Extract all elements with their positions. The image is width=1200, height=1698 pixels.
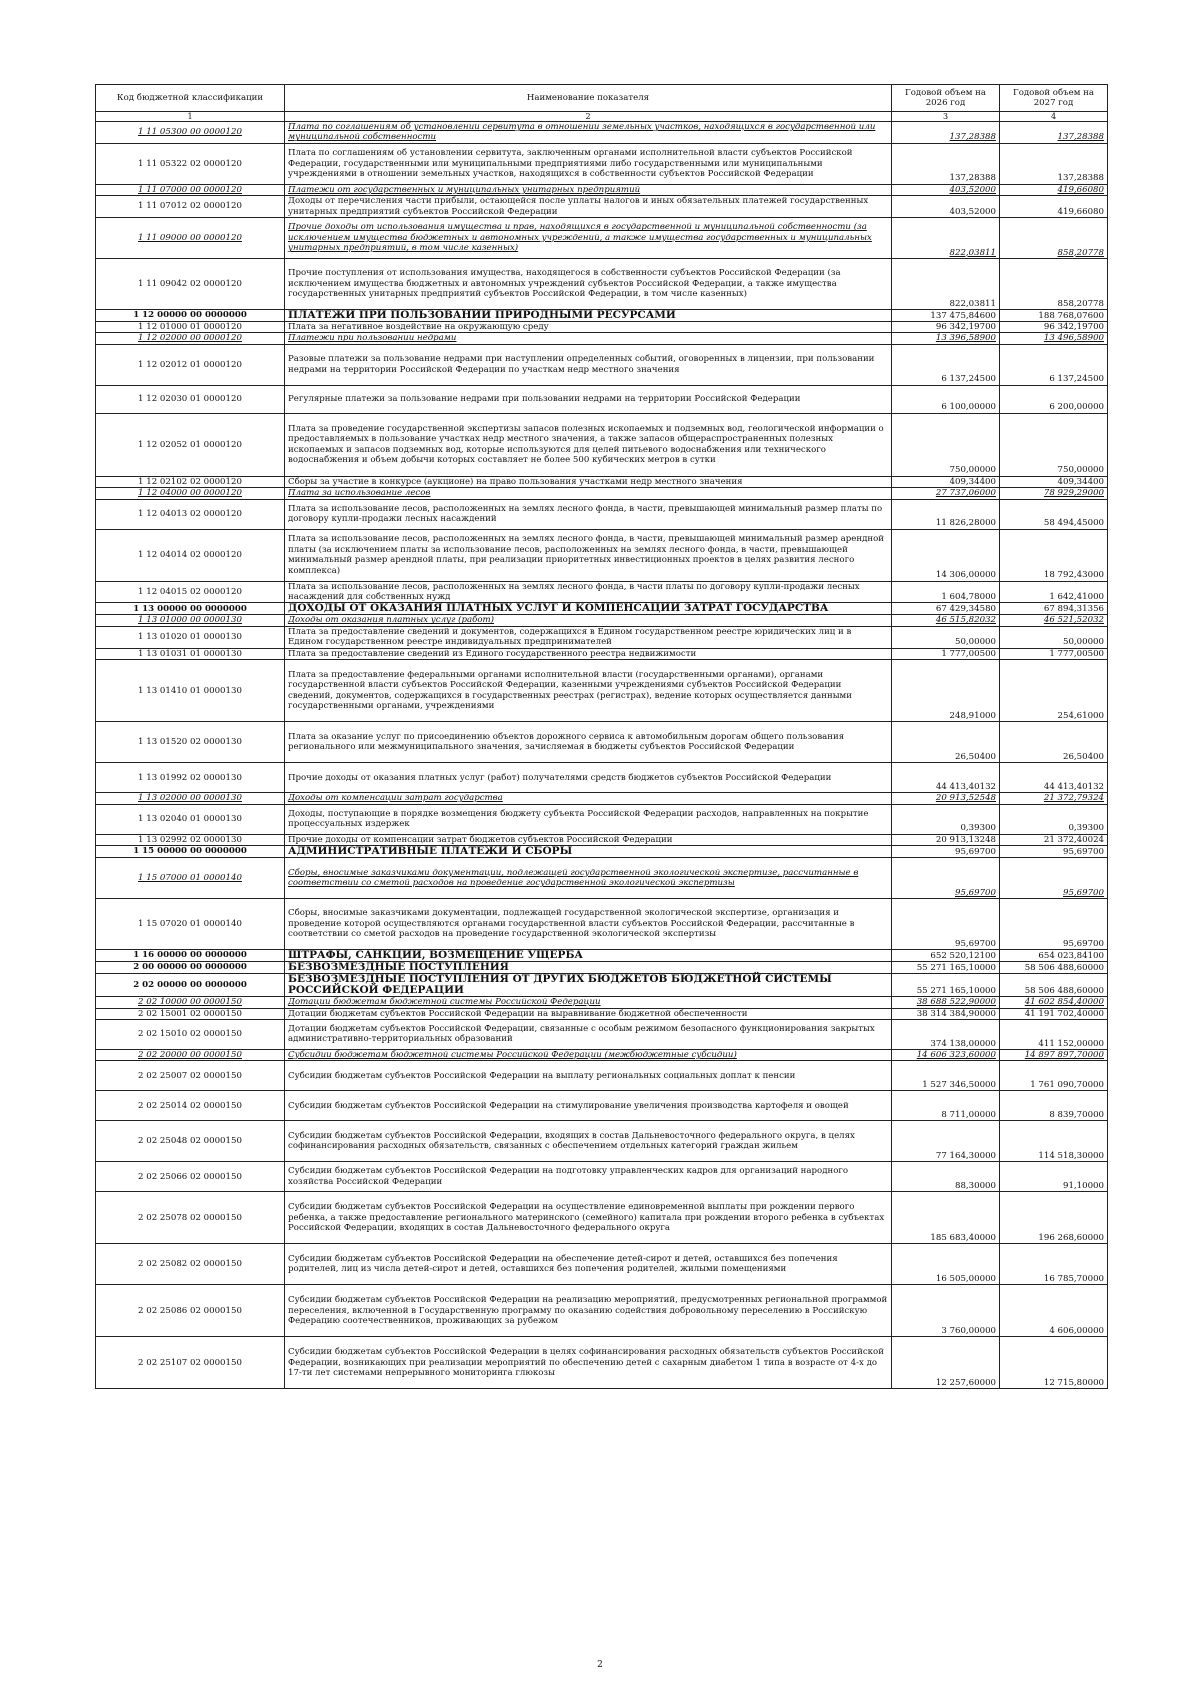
table-row (96, 974, 1108, 997)
table-row (96, 476, 1108, 487)
value-2027: 44 413,40132 (1000, 763, 1108, 793)
indicator-name: Дотации бюджетам субъектов Российской Федерации, связанные с особым режимом безопасного функционирования закрытых административно-территориальных образований (285, 1019, 892, 1049)
value-2026: 55 271 165,10000 (892, 962, 1000, 974)
budget-code: 2 02 25086 02 0000150 (96, 1285, 285, 1337)
value-2026: 137 475,84600 (892, 310, 1000, 322)
value-2027: 137,28388 (1000, 122, 1108, 144)
value-2027: 91,10000 (1000, 1162, 1108, 1192)
value-2027: 13 496,58900 (1000, 333, 1108, 344)
table-row (96, 218, 1108, 259)
value-2026: 11 826,28000 (892, 499, 1000, 529)
budget-code: 1 13 01031 01 0000130 (96, 648, 285, 659)
value-2027: 858,20778 (1000, 218, 1108, 259)
indicator-name: Плата за проведение государственной экспертизы запасов полезных ископаемых и подземных вод, геологической информации о предоставляемых в пользование участках недр местного значения, а также запасов общераспространенных полезных ископаемых и запасов подземных вод, которые используются для целей питьевого водоснабжения или технического водоснабжения и объем добычи которых составляет не более 500 кубических метров в сутки (285, 413, 892, 476)
value-2026: 20 913,52548 (892, 793, 1000, 804)
value-2027: 21 372,79324 (1000, 793, 1108, 804)
value-2026: 44 413,40132 (892, 763, 1000, 793)
budget-code: 2 02 25014 02 0000150 (96, 1091, 285, 1121)
indicator-name: Субсидии бюджетам субъектов Российской Федерации на стимулирование увеличения производства картофеля и овощей (285, 1091, 892, 1121)
value-2026: 50,00000 (892, 626, 1000, 648)
value-2027: 6 200,00000 (1000, 385, 1108, 413)
indicator-name: Доходы, поступающие в порядке возмещения бюджету субъекта Российской Федерации расходов, направленных на покрытие процессуальных издержек (285, 804, 892, 834)
table-row (96, 615, 1108, 626)
budget-code: 1 15 07020 01 0000140 (96, 899, 285, 950)
value-2026: 95,69700 (892, 899, 1000, 950)
value-2026: 26,50400 (892, 722, 1000, 763)
value-2027: 96 342,19700 (1000, 322, 1108, 333)
value-2026: 12 257,60000 (892, 1337, 1000, 1389)
value-2026: 14 606 323,60000 (892, 1049, 1000, 1060)
budget-code: 1 13 01992 02 0000130 (96, 763, 285, 793)
budget-code: 1 13 02040 01 0000130 (96, 804, 285, 834)
value-2027: 1 761 090,70000 (1000, 1061, 1108, 1091)
index-3: 3 (892, 112, 1000, 122)
table-row (96, 1121, 1108, 1162)
indicator-name: Платежи от государственных и муниципальных унитарных предприятий (285, 184, 892, 195)
value-2027: 750,00000 (1000, 413, 1108, 476)
table-row (96, 499, 1108, 529)
index-4: 4 (1000, 112, 1108, 122)
table-row (96, 196, 1108, 218)
budget-code: 1 12 02102 02 0000120 (96, 476, 285, 487)
table-row (96, 1337, 1108, 1389)
indicator-name: Плата за предоставление сведений из Единого государственного реестра недвижимости (285, 648, 892, 659)
budget-code: 1 13 01000 00 0000130 (96, 615, 285, 626)
index-2: 2 (285, 112, 892, 122)
value-2026: 16 505,00000 (892, 1244, 1000, 1285)
value-2027: 26,50400 (1000, 722, 1108, 763)
table-row (96, 858, 1108, 899)
budget-code: 2 02 20000 00 0000150 (96, 1049, 285, 1060)
value-2026: 1 777,00500 (892, 648, 1000, 659)
indicator-name: Плата за предоставление сведений и документов, содержащихся в Едином государственном реестре юридических лиц и в Едином государственном реестре индивидуальных предпринимателей (285, 626, 892, 648)
table-row (96, 1019, 1108, 1049)
budget-code: 1 12 02052 01 0000120 (96, 413, 285, 476)
indicator-name: Регулярные платежи за пользование недрами при пользовании недрами на территории Российской Федерации (285, 385, 892, 413)
table-row (96, 333, 1108, 344)
indicator-name: Плата за предоставление федеральными органами исполнительной власти (государственными органами), органами государственной власти субъектов Российской Федерации, казенными учреждениями субъектов Российской Федерации сведений, документов, содержащихся в государственных реестрах (регистрах), ведение которых осуществляется данными государственными органами, учреждениями (285, 660, 892, 722)
value-2027: 41 191 702,40000 (1000, 1008, 1108, 1019)
budget-code: 2 02 00000 00 0000000 (96, 974, 285, 997)
indicator-name: Плата по соглашениям об установлении сервитута, заключенным органами исполнительной власти субъектов Российской Федерации, государственными или муниципальными предприятиями либо государственными или муниципальными учреждениями в отношении земельных участков, находящихся в собственности субъектов Российской Федерации (285, 143, 892, 184)
value-2026: 88,30000 (892, 1162, 1000, 1192)
budget-code: 1 12 02000 00 0000120 (96, 333, 285, 344)
header-name: Наименование показателя (285, 85, 892, 112)
value-2027: 95,69700 (1000, 899, 1108, 950)
header-code: Код бюджетной классификации (96, 85, 285, 112)
value-2027: 188 768,07600 (1000, 310, 1108, 322)
budget-code: 1 13 02992 02 0000130 (96, 834, 285, 845)
value-2027: 654 023,84100 (1000, 950, 1108, 962)
value-2026: 403,52000 (892, 196, 1000, 218)
budget-code: 1 12 04015 02 0000120 (96, 581, 285, 603)
indicator-name: Дотации бюджетам бюджетной системы Российской Федерации (285, 997, 892, 1008)
table-row (96, 322, 1108, 333)
table-row (96, 660, 1108, 722)
budget-code: 2 02 25007 02 0000150 (96, 1061, 285, 1091)
value-2026: 55 271 165,10000 (892, 974, 1000, 997)
indicator-name: Субсидии бюджетам субъектов Российской Федерации на реализацию мероприятий, предусмотренных региональной программой переселения, включенной в Государственную программу по оказанию содействия добровольному переселению в Российскую Федерацию соотечественников, проживающих за рубежом (285, 1285, 892, 1337)
budget-code: 1 12 01000 01 0000120 (96, 322, 285, 333)
table-row (96, 846, 1108, 858)
table-row (96, 1192, 1108, 1244)
budget-code: 1 13 01020 01 0000130 (96, 626, 285, 648)
budget-code: 1 15 00000 00 0000000 (96, 846, 285, 858)
value-2026: 185 683,40000 (892, 1192, 1000, 1244)
value-2026: 403,52000 (892, 184, 1000, 195)
budget-code: 1 15 07000 01 0000140 (96, 858, 285, 899)
value-2027: 858,20778 (1000, 259, 1108, 310)
budget-code: 1 11 07000 00 0000120 (96, 184, 285, 195)
budget-code: 1 11 09042 02 0000120 (96, 259, 285, 310)
indicator-name: Плата за использование лесов, расположенных на землях лесного фонда, в части, превышающей минимальный размер платы по договору купли-продажи лесных насаждений (285, 499, 892, 529)
budget-code: 2 02 25082 02 0000150 (96, 1244, 285, 1285)
indicator-name: Доходы от оказания платных услуг (работ) (285, 615, 892, 626)
table-row (96, 1049, 1108, 1060)
indicator-name: Сборы за участие в конкурсе (аукционе) на право пользования участками недр местного значения (285, 476, 892, 487)
budget-code: 2 02 10000 00 0000150 (96, 997, 285, 1008)
table-row (96, 413, 1108, 476)
table-row (96, 603, 1108, 615)
budget-code: 1 13 02000 00 0000130 (96, 793, 285, 804)
indicator-name: БЕЗВОЗМЕЗДНЫЕ ПОСТУПЛЕНИЯ (285, 962, 892, 974)
indicator-name: Субсидии бюджетам субъектов Российской Федерации на осуществление единовременной выплаты при рождении первого ребенка, а также предоставление регионального материнского (семейного) капитала при рождении второго ребенка в субъектах Российской Федерации, входящих в состав Дальневосточного федерального округа (285, 1192, 892, 1244)
indicator-name: ШТРАФЫ, САНКЦИИ, ВОЗМЕЩЕНИЕ УЩЕРБА (285, 950, 892, 962)
value-2026: 27 737,06000 (892, 488, 1000, 499)
value-2027: 67 894,31356 (1000, 603, 1108, 615)
value-2027: 46 521,52032 (1000, 615, 1108, 626)
indicator-name: Плата по соглашениям об установлении сервитута в отношении земельных участков, находящихся в государственной или муниципальной собственности (285, 122, 892, 144)
table-row (96, 804, 1108, 834)
budget-code: 1 11 09000 00 0000120 (96, 218, 285, 259)
indicator-name: Субсидии бюджетам субъектов Российской Федерации в целях софинансирования расходных обязательств субъектов Российской Федерации, возникающих при реализации мероприятий по обеспечению детей с сахарным диабетом 1 типа в возрасте от 4-х до 17-ти лет системами непрерывного мониторинга глюкозы (285, 1337, 892, 1389)
table-row (96, 385, 1108, 413)
budget-code: 2 02 25066 02 0000150 (96, 1162, 285, 1192)
value-2027: 137,28388 (1000, 143, 1108, 184)
indicator-name: Доходы от перечисления части прибыли, остающейся после уплаты налогов и иных обязательных платежей государственных унитарных предприятий субъектов Российской Федерации (285, 196, 892, 218)
value-2026: 750,00000 (892, 413, 1000, 476)
indicator-name: Разовые платежи за пользование недрами при наступлении определенных событий, оговоренных в лицензии, при пользовании недрами на территории Российской Федерации по участкам недр местного значения (285, 344, 892, 385)
table-row (96, 899, 1108, 950)
value-2026: 0,39300 (892, 804, 1000, 834)
value-2026: 95,69700 (892, 846, 1000, 858)
value-2026: 95,69700 (892, 858, 1000, 899)
value-2026: 1 604,78000 (892, 581, 1000, 603)
value-2026: 14 306,00000 (892, 529, 1000, 581)
value-2027: 8 839,70000 (1000, 1091, 1108, 1121)
table-row (96, 259, 1108, 310)
value-2026: 20 913,13248 (892, 834, 1000, 845)
table-row (96, 962, 1108, 974)
budget-code: 2 02 25078 02 0000150 (96, 1192, 285, 1244)
table-row (96, 997, 1108, 1008)
value-2027: 78 929,29000 (1000, 488, 1108, 499)
value-2027: 419,66080 (1000, 196, 1108, 218)
value-2026: 38 314 384,90000 (892, 1008, 1000, 1019)
budget-code: 1 12 02012 01 0000120 (96, 344, 285, 385)
budget-code: 1 13 01410 01 0000130 (96, 660, 285, 722)
indicator-name: Плата за оказание услуг по присоединению объектов дорожного сервиса к автомобильным дорогам общего пользования регионального или межмуниципального значения, зачисляемая в бюджеты субъектов Российской Федерации (285, 722, 892, 763)
table-row (96, 488, 1108, 499)
value-2027: 254,61000 (1000, 660, 1108, 722)
value-2026: 77 164,30000 (892, 1121, 1000, 1162)
table-row (96, 1061, 1108, 1091)
table-row (96, 1244, 1108, 1285)
value-2027: 21 372,40024 (1000, 834, 1108, 845)
indicator-name: Плата за использование лесов, расположенных на землях лесного фонда, в части платы по договору купли-продажи лесных насаждений для собственных нужд (285, 581, 892, 603)
budget-code: 1 11 05322 02 0000120 (96, 143, 285, 184)
header-2027: Годовой объем на 2027 год (1000, 85, 1108, 112)
table-header-row (96, 85, 1108, 112)
table-row (96, 793, 1108, 804)
indicator-name: ДОХОДЫ ОТ ОКАЗАНИЯ ПЛАТНЫХ УСЛУГ И КОМПЕНСАЦИИ ЗАТРАТ ГОСУДАРСТВА (285, 603, 892, 615)
budget-code: 2 02 25048 02 0000150 (96, 1121, 285, 1162)
value-2027: 114 518,30000 (1000, 1121, 1108, 1162)
table-row (96, 950, 1108, 962)
budget-table (95, 84, 1108, 1389)
indicator-name: Субсидии бюджетам субъектов Российской Федерации, входящих в состав Дальневосточного федерального округа, в целях софинансирования расходных обязательств, связанных с обеспечением отдельных категорий граждан жильем (285, 1121, 892, 1162)
table-row (96, 1008, 1108, 1019)
indicator-name: Сборы, вносимые заказчиками документации, подлежащей государственной экологической экспертизе, рассчитанные в соответствии со сметой расходов на проведение государственной экологической экспертизы (285, 858, 892, 899)
indicator-name: ПЛАТЕЖИ ПРИ ПОЛЬЗОВАНИИ ПРИРОДНЫМИ РЕСУРСАМИ (285, 310, 892, 322)
value-2027: 1 642,41000 (1000, 581, 1108, 603)
table-body (96, 122, 1108, 1389)
value-2027: 411 152,00000 (1000, 1019, 1108, 1049)
value-2026: 652 520,12100 (892, 950, 1000, 962)
value-2027: 6 137,24500 (1000, 344, 1108, 385)
indicator-name: Дотации бюджетам субъектов Российской Федерации на выравнивание бюджетной обеспеченности (285, 1008, 892, 1019)
budget-code: 1 13 01520 02 0000130 (96, 722, 285, 763)
indicator-name: Плата за использование лесов (285, 488, 892, 499)
document-page (95, 84, 1107, 1389)
indicator-name: Прочие доходы от оказания платных услуг (работ) получателями средств бюджетов субъектов Российской Федерации (285, 763, 892, 793)
value-2027: 95,69700 (1000, 858, 1108, 899)
value-2026: 3 760,00000 (892, 1285, 1000, 1337)
indicator-name: Плата за использование лесов, расположенных на землях лесного фонда, в части, превышающей минимальный размер арендной платы (за исключением платы за использование лесов, расположенных на землях лесного фонда, в части, превышающей минимальный размер арендной платы, при реализации приоритетных инвестиционных проектов в целях развития лесного комплекса) (285, 529, 892, 581)
indicator-name: Прочие доходы от компенсации затрат бюджетов субъектов Российской Федерации (285, 834, 892, 845)
value-2027: 58 506 488,60000 (1000, 962, 1108, 974)
budget-code: 1 13 00000 00 0000000 (96, 603, 285, 615)
indicator-name: Платежи при пользовании недрами (285, 333, 892, 344)
table-row (96, 763, 1108, 793)
value-2027: 16 785,70000 (1000, 1244, 1108, 1285)
value-2026: 67 429,34580 (892, 603, 1000, 615)
indicator-name: БЕЗВОЗМЕЗДНЫЕ ПОСТУПЛЕНИЯ ОТ ДРУГИХ БЮДЖЕТОВ БЮДЖЕТНОЙ СИСТЕМЫ РОССИЙСКОЙ ФЕДЕРАЦИИ (285, 974, 892, 997)
value-2026: 46 515,82032 (892, 615, 1000, 626)
table-row (96, 1091, 1108, 1121)
value-2026: 6 137,24500 (892, 344, 1000, 385)
budget-code: 1 12 04014 02 0000120 (96, 529, 285, 581)
budget-code: 2 02 15010 02 0000150 (96, 1019, 285, 1049)
indicator-name: Прочие доходы от использования имущества и прав, находящихся в государственной и муниципальной собственности (за исключением имущества бюджетных и автономных учреждений, а также имущества государственных и муниципальных унитарных предприятий, в том числе казенных) (285, 218, 892, 259)
table-row (96, 1162, 1108, 1192)
value-2027: 58 494,45000 (1000, 499, 1108, 529)
indicator-name: Доходы от компенсации затрат государства (285, 793, 892, 804)
value-2027: 1 777,00500 (1000, 648, 1108, 659)
table-row (96, 581, 1108, 603)
value-2026: 248,91000 (892, 660, 1000, 722)
indicator-name: Прочие поступления от использования имущества, находящегося в собственности субъектов Российской Федерации (за исключением имущества бюджетных и автономных учреждений субъектов Российской Федерации, а также имущества государственных унитарных предприятий субъектов Российской Федерации, в том числе казенных) (285, 259, 892, 310)
indicator-name: Субсидии бюджетам субъектов Российской Федерации на подготовку управленческих кадров для организаций народного хозяйства Российской Федерации (285, 1162, 892, 1192)
value-2026: 6 100,00000 (892, 385, 1000, 413)
budget-code: 1 11 07012 02 0000120 (96, 196, 285, 218)
indicator-name: Сборы, вносимые заказчиками документации, подлежащей государственной экологической экспертизе, организация и проведение которой осуществляются органами государственной власти субъектов Российской Федерации, рассчитанные в соответствии со сметой расходов на проведение государственной экологической экспертизы (285, 899, 892, 950)
value-2026: 374 138,00000 (892, 1019, 1000, 1049)
value-2027: 95,69700 (1000, 846, 1108, 858)
value-2026: 822,03811 (892, 259, 1000, 310)
value-2026: 822,03811 (892, 218, 1000, 259)
value-2027: 58 506 488,60000 (1000, 974, 1108, 997)
budget-code: 2 00 00000 00 0000000 (96, 962, 285, 974)
indicator-name: АДМИНИСТРАТИВНЫЕ ПЛАТЕЖИ И СБОРЫ (285, 846, 892, 858)
budget-code: 1 12 00000 00 0000000 (96, 310, 285, 322)
table-row (96, 122, 1108, 144)
indicator-name: Субсидии бюджетам бюджетной системы Российской Федерации (межбюджетные субсидии) (285, 1049, 892, 1060)
indicator-name: Плата за негативное воздействие на окружающую среду (285, 322, 892, 333)
index-1: 1 (96, 112, 285, 122)
indicator-name: Субсидии бюджетам субъектов Российской Федерации на выплату региональных социальных доплат к пенсии (285, 1061, 892, 1091)
value-2026: 137,28388 (892, 143, 1000, 184)
table-row (96, 648, 1108, 659)
budget-code: 1 12 04000 00 0000120 (96, 488, 285, 499)
table-row (96, 344, 1108, 385)
table-row (96, 722, 1108, 763)
value-2027: 12 715,80000 (1000, 1337, 1108, 1389)
budget-code: 1 16 00000 00 0000000 (96, 950, 285, 962)
budget-code: 1 11 05300 00 0000120 (96, 122, 285, 144)
value-2026: 38 688 522,90000 (892, 997, 1000, 1008)
table-row (96, 310, 1108, 322)
table-row (96, 529, 1108, 581)
table-row (96, 184, 1108, 195)
budget-code: 2 02 25107 02 0000150 (96, 1337, 285, 1389)
value-2026: 13 396,58900 (892, 333, 1000, 344)
value-2026: 1 527 346,50000 (892, 1061, 1000, 1091)
indicator-name: Субсидии бюджетам субъектов Российской Федерации на обеспечение детей-сирот и детей, оставшихся без попечения родителей, лиц из числа детей-сирот и детей, оставшихся без попечения родителей, жилыми помещениями (285, 1244, 892, 1285)
value-2026: 96 342,19700 (892, 322, 1000, 333)
value-2027: 419,66080 (1000, 184, 1108, 195)
value-2026: 8 711,00000 (892, 1091, 1000, 1121)
budget-code: 2 02 15001 02 0000150 (96, 1008, 285, 1019)
value-2027: 409,34400 (1000, 476, 1108, 487)
value-2026: 137,28388 (892, 122, 1000, 144)
budget-code: 1 12 02030 01 0000120 (96, 385, 285, 413)
page-number: 2 (597, 1660, 603, 1670)
table-row (96, 1285, 1108, 1337)
table-row (96, 143, 1108, 184)
header-2026: Годовой объем на 2026 год (892, 85, 1000, 112)
value-2027: 196 268,60000 (1000, 1192, 1108, 1244)
table-row (96, 834, 1108, 845)
column-index-row (96, 112, 1108, 122)
budget-code: 1 12 04013 02 0000120 (96, 499, 285, 529)
value-2027: 50,00000 (1000, 626, 1108, 648)
value-2027: 41 602 854,40000 (1000, 997, 1108, 1008)
value-2027: 4 606,00000 (1000, 1285, 1108, 1337)
value-2027: 18 792,43000 (1000, 529, 1108, 581)
table-row (96, 626, 1108, 648)
value-2026: 409,34400 (892, 476, 1000, 487)
value-2027: 14 897 897,70000 (1000, 1049, 1108, 1060)
value-2027: 0,39300 (1000, 804, 1108, 834)
